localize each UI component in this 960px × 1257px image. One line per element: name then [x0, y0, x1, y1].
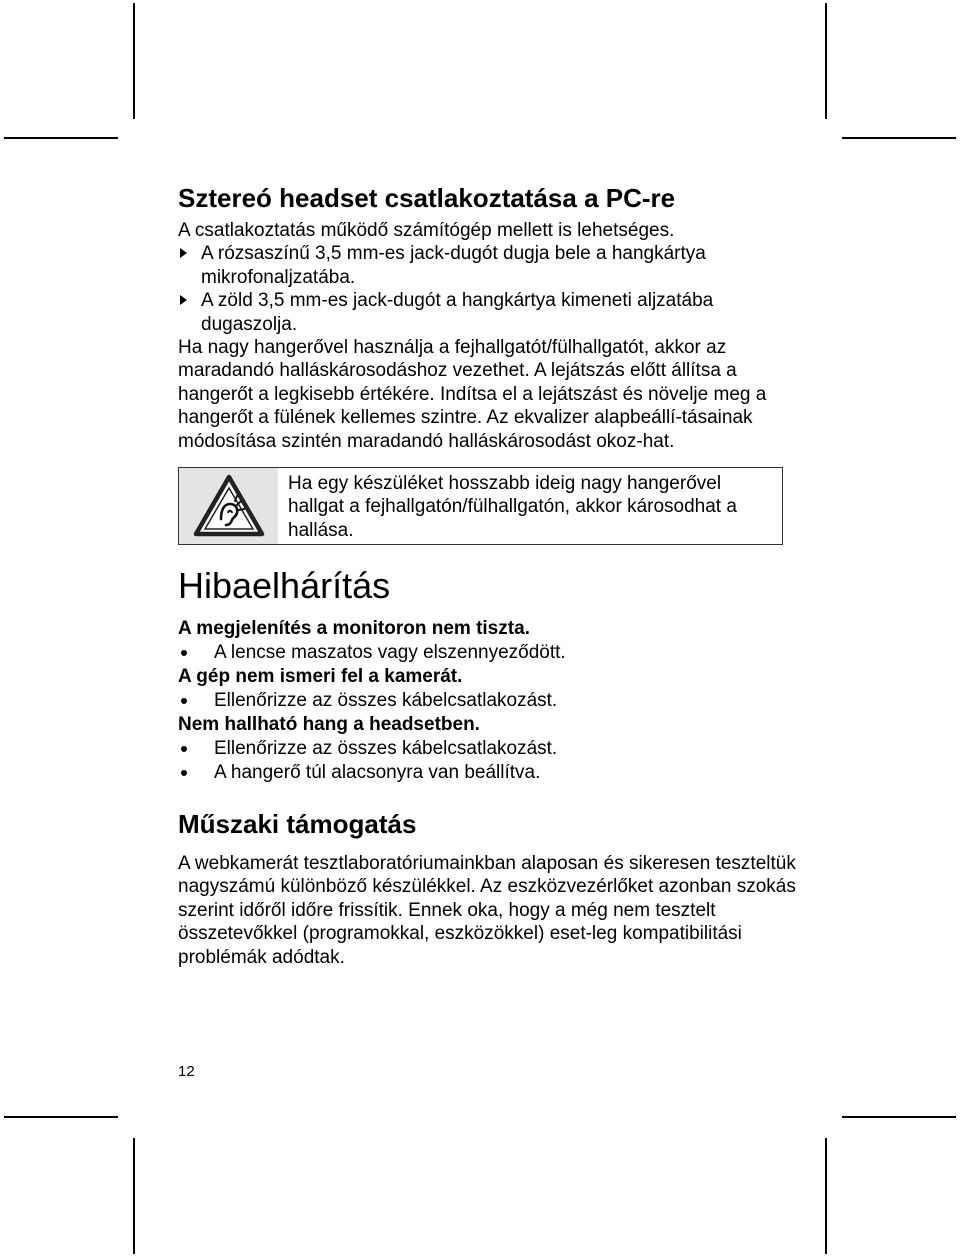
intro-text: A csatlakoztatás működő számítógép mellett is lehetséges.: [178, 220, 675, 241]
solution-list: [178, 737, 798, 785]
solution-list: [178, 689, 798, 713]
crop-mark-top-left-h: [4, 137, 118, 139]
warning-icon-cell: [179, 468, 278, 544]
crop-mark-top-left: [133, 3, 135, 119]
bullet-icon: [181, 746, 187, 752]
step-item: A rózsaszínű 3,5 mm-es jack-dugót dugja bele a hangkártya mikrofonaljzatába.: [178, 242, 798, 289]
warning-box: [178, 467, 783, 545]
solution-list: [178, 641, 798, 665]
problem-title: A gép nem ismeri fel a kamerát.: [178, 666, 463, 688]
crop-mark-bottom-right-h: [842, 1116, 956, 1118]
troubleshooting-title: Hibaelhárítás: [178, 565, 391, 607]
page-content: [178, 181, 798, 969]
arrow-right-icon: [180, 248, 187, 258]
hearing-warning-icon: [193, 474, 265, 538]
solution-item: Ellenőrizze az összes kábelcsatlakozást.: [178, 689, 798, 713]
arrow-right-icon: [180, 295, 187, 305]
warning-text: Ha egy készüléket hosszabb ideig nagy hangerővel hallgat a fejhallgatón/fülhallgatón, akkor károsodhat a hallása.: [288, 473, 737, 541]
section-title-headset: Sztereó headset csatlakoztatása a PC-re: [178, 183, 676, 213]
support-paragraph: A webkamerát tesztlaboratóriumainkban alaposan és sikeresen teszteltük nagyszámú különböző készülékkel. Az eszközvezérlőket azonban szokás szerint időről időre frissítik. Ennek oka, hogy a még nem tesztelt összetevőkkel (programokkal, eszközökkel) eset-leg kompatibilitási problémák adódtak.: [178, 853, 796, 968]
bullet-icon: [181, 698, 187, 704]
crop-mark-top-right: [825, 3, 827, 119]
problem-title: A megjelenítés a monitoron nem tiszta.: [178, 618, 530, 640]
page-number: 12: [178, 1063, 195, 1080]
solution-item: A hangerő túl alacsonyra van beállítva.: [178, 761, 798, 785]
step-list: [178, 242, 798, 336]
problem-title: Nem hallható hang a headsetben.: [178, 714, 480, 736]
crop-mark-bottom-left-h: [4, 1116, 118, 1118]
bullet-icon: [181, 770, 187, 776]
crop-mark-bottom-right: [825, 1138, 827, 1254]
solution-item: A lencse maszatos vagy elszennyeződött.: [178, 641, 798, 665]
crop-mark-top-right-h: [842, 137, 956, 139]
warning-paragraph: Ha nagy hangerővel használja a fejhallgatót/fülhallgatót, akkor az maradandó halláskárosodáshoz vezethet. A lejátszás előtt állítsa a hangerőt a legkisebb értékére. Indítsa el a lejátszást és növelje meg a hangerőt a fülének kellemes szintre. Az ekvalizer alapbeállí-tásainak módosítása szintén maradandó halláskárosodást okoz-hat.: [178, 337, 767, 452]
step-item: A zöld 3,5 mm-es jack-dugót a hangkártya kimeneti aljzatába dugaszolja.: [178, 289, 798, 336]
solution-item: Ellenőrizze az összes kábelcsatlakozást.: [178, 737, 798, 761]
bullet-icon: [181, 650, 187, 656]
support-title: Műszaki támogatás: [178, 809, 417, 840]
crop-mark-bottom-left: [133, 1138, 135, 1254]
